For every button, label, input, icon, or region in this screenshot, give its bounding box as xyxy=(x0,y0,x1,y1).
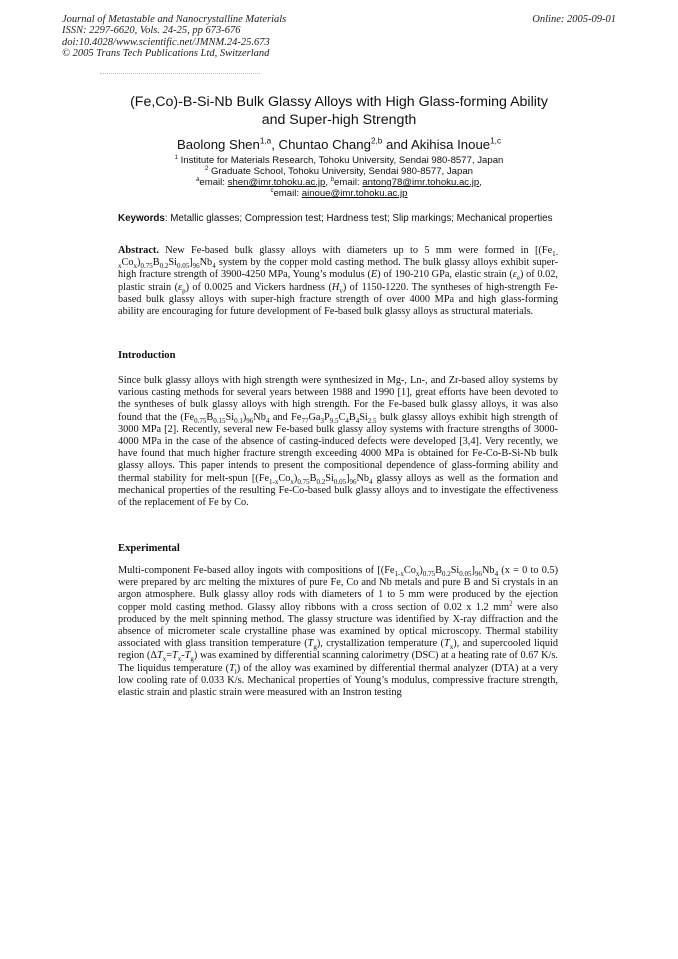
author-2-affil: 2,b xyxy=(370,136,383,146)
experimental-paragraph: Multi-component Fe-based alloy ingots with compositions of $[(Fe_{1-x}Co_x)_{0.75}B_{0.2}Si_{0.05}]_{96}Nb_4$ (x = 0 to 0.5) were prepared by arc melting the mixtures of pure Fe, Co and Nb metals and pure B and Si crystals in an argon atmosphere. Bulk glassy alloy rods with diameters of 1 to 5 mm were produced by the ejection copper mold casting method. Glassy alloy ribbons with a cross section of 0.02 x 1.2 $mm^2$ were also produced by the melt spinning method. The glassy structure was identified by X-ray diffraction and the absence of micrometer scale crystalline phase was examined by optical microscopy. Thermal stability associated with glass transition temperature $(T_g)$, crystallization temperature $(T_x)$, and supercooled liquid region $(\Delta T_x=T_x-T_g)$ was examined by differential scanning calorimetry (DSC) at a heating rate of 0.67 K/s. The liquidus temperature $(T_l)$ of the alloy was examined by differential thermal analyzer (DTA) at a very low cooling rate of 0.033 K/s. Mechanical properties of Young’s modulus, compressive fracture strength, elastic strain and plastic strain were measured with an Instron testing xyxy=(118,565,559,699)
email-a-label: email: xyxy=(199,177,228,188)
affiliation-2-marker: 2 xyxy=(204,165,209,172)
header-divider xyxy=(100,73,260,74)
author-3-affil: 1,c xyxy=(490,136,502,146)
journal-name: Journal of Metastable and Nanocrystalline Materials xyxy=(62,14,287,25)
introduction-paragraph: Since bulk glassy alloys with high strength were synthesized in Mg-, Ln-, and Zr-based alloy systems by various casting methods for several years between 1988 and 1990 [1], great efforts have been devoted to the syntheses of bulk glassy alloys with high strength. For the Fe-based bulk glassy alloys, it was also found that the $(Fe_{0.75}B_{0.15}Si_{0.1})_{96}Nb_4$ and $Fe_{77}Ga_3P_{9.5}C_4B_4Si_{2.5}$ bulk glassy alloys exhibit high strength of 3000 MPa [2]. Recently, several new Fe-based bulk glassy alloy systems with fracture strengths of 3000-4000 MPa in the case of the absence of casting-induced defects were developed [3,4]. Very recently, we have found that much higher fracture strength exceeding 4000 MPa is obtained for Fe-Co-B-Si-Nb bulk glassy alloys. This paper intends to present the compositional dependence of glass-forming ability and thermal stability for melt-spun $[(Fe_{1-x}Co_x)_{0.75}B_{0.2}Si_{0.05}]_{96}Nb_4$ glassy alloys as well as the formation and mechanical properties of the resulting Fe-Co-based bulk glassy alloys and to investigate the effectiveness of the replacement of Fe by Co. xyxy=(118,375,558,509)
affiliation-1-marker: 1 xyxy=(174,154,178,161)
keywords xyxy=(118,213,558,225)
email-a-link[interactable]: shen@imr.tohoku.ac.jp xyxy=(227,177,326,188)
affiliation-2-text: Graduate School, Tohoku University, Sendai 980-8577, Japan xyxy=(210,166,474,177)
author-1: Baolong Shen xyxy=(176,137,260,152)
journal-issn: ISSN: 2297-6620, Vols. 24-25, pp 673-676 xyxy=(62,25,241,37)
email-line-2 xyxy=(60,188,618,199)
email-a-marker: a xyxy=(196,176,200,183)
email-b-marker: b xyxy=(330,176,335,183)
keywords-text: : Metallic glasses; Compression test; Hardness test; Slip markings; Mechanical properties xyxy=(164,213,553,224)
email-line-1: $^a$email: shen@imr.tohoku.ac.jp, $^b$email: antong78@imr.tohoku.ac.jp, xyxy=(196,176,482,188)
email-b-label: email: xyxy=(334,177,363,188)
email-c-label: email: xyxy=(273,188,302,199)
section-heading-introduction: Introduction xyxy=(118,350,176,361)
author-1-affil: 1,a xyxy=(259,136,272,146)
section-heading-experimental: Experimental xyxy=(118,543,180,554)
email-c-marker: c xyxy=(270,187,274,194)
journal-doi[interactable]: doi:10.4028/www.scientific.net/JMNM.24-25.673 xyxy=(62,36,270,48)
abstract-paragraph: Abstract. New Fe-based bulk glassy alloys with diameters up to 5 mm were formed in $[(Fe_{1-x}Co_x)_{0.75}B_{0.2}Si_{0.05}]_{96}Nb_4$ system by the copper mold casting method. The bulk glassy alloys exhibit super-high fracture strength of 3900-4250 MPa, Young’s modulus (E) of 190-210 GPa, elastic strain $(\varepsilon_e)$ of 0.02, plastic strain $(\varepsilon_p)$ of 0.0025 and Vickers hardness $(H_v)$ of 1150-1220. The syntheses of high-strength Fe-based bulk glassy alloys with super-high fracture strength of over 4000 MPa and high glass-forming ability are encouraging for future development of Fe-based bulk glassy alloys as structural materials. xyxy=(118,245,559,318)
online-date: Online: 2005-09-01 xyxy=(532,14,616,25)
email-c-link[interactable]: ainoue@imr.tohoku.ac.jp xyxy=(301,188,408,199)
author-2: Chuntao Chang xyxy=(278,137,371,152)
affiliation-1-text: Institute for Materials Research, Tohoku University, Sendai 980-8577, Japan xyxy=(180,155,504,166)
title-line-1: (Fe,Co)-B-Si-Nb Bulk Glassy Alloys with High Glass-forming Ability xyxy=(130,94,548,110)
author-3: Akihisa Inoue xyxy=(410,137,491,152)
abstract-label: Abstract. xyxy=(118,245,159,256)
affiliation-1 xyxy=(60,155,618,166)
paper-title xyxy=(80,93,598,129)
email-b-link[interactable]: antong78@imr.tohoku.ac.jp xyxy=(362,177,480,188)
affiliation-2 xyxy=(60,166,618,177)
journal-header xyxy=(62,14,382,60)
author-list: Baolong Shen$^{1,a}$, Chuntao Chang$^{2,b}$ and Akihisa Inoue$^{1,c}$ xyxy=(176,136,502,152)
title-line-2: and Super-high Strength xyxy=(261,112,417,128)
keywords-label: Keywords xyxy=(118,213,165,224)
author-separator: and xyxy=(385,137,408,152)
journal-copyright: © 2005 Trans Tech Publications Ltd, Switzerland xyxy=(62,48,270,60)
